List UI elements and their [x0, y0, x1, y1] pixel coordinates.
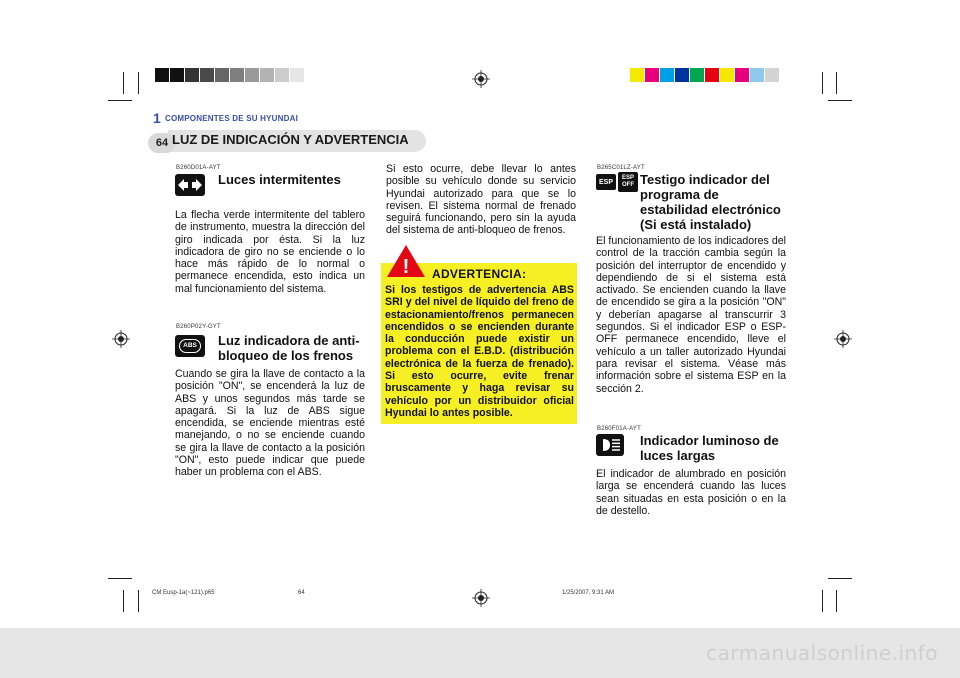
high-beam-icon: [596, 434, 624, 456]
page-number-badge: 64: [148, 133, 176, 153]
color-swatch: [675, 68, 689, 82]
ref-code: B260D01A-AYT: [176, 165, 221, 171]
abs-title: Luz indicadora de anti-bloqueo de los frenos: [218, 333, 360, 363]
color-swatch: [705, 68, 719, 82]
esp-off-icon: ESP OFF: [618, 172, 638, 192]
section-title: LUZ DE INDICACIÓN Y ADVERTENCIA: [172, 132, 409, 147]
ref-code: B260P02Y-GYT: [176, 324, 221, 330]
color-swatch: [170, 68, 184, 82]
high-beam-title: Indicador luminoso de luces largas: [640, 433, 779, 463]
footer-date: 1/25/2007, 9:31 AM: [562, 590, 615, 596]
color-swatch: [230, 68, 244, 82]
turn-signal-title: Luces intermitentes: [218, 172, 341, 187]
footer-page: 64: [298, 590, 305, 596]
color-swatch: [735, 68, 749, 82]
turn-signal-arrows-icon: [175, 174, 205, 196]
color-swatch: [765, 68, 779, 82]
turn-signal-text: La flecha verde intermitente del tablero de instrumento, muestra la dirección del giro indicada por ésta. Si la luz indicadora de giro no se enciende o lo hace más rápido de lo normal o permanece encendida, esto indica un mal funcionamiento del sistema.: [175, 209, 365, 295]
registration-mark-icon: [834, 330, 852, 348]
ref-code: B260F01A-AYT: [597, 426, 641, 432]
registration-mark-icon: [472, 589, 490, 607]
high-beam-text: El indicador de alumbrado en posición larga se encenderá cuando las luces sean situadas en esta posición o en la de destello.: [596, 468, 786, 517]
color-swatch: [750, 68, 764, 82]
abs-icon: ABS: [175, 335, 205, 357]
esp-icon: ESP: [596, 174, 616, 190]
chapter-title: COMPONENTES DE SU HYUNDAI: [165, 114, 299, 123]
warning-triangle-icon: [386, 244, 426, 278]
color-swatch: [215, 68, 229, 82]
color-colorbar: [630, 68, 780, 82]
warning-title: ADVERTENCIA:: [432, 267, 527, 281]
ref-code: B265C01LZ-AYT: [597, 165, 645, 171]
warning-text: Si los testigos de advertencia ABS SRI y del nivel de líquido del freno de estacionamiento/frenos permanecen encendidos o se encienden durante la conducción puede existir un problema con el E.B.D. (distribución electrónica de la fuerza de frenado). Si esto ocurre, evite frenar bruscamente y haga revisar su vehículo por un distribuidor oficial Hyundai lo antes posible.: [385, 284, 574, 419]
registration-mark-icon: [112, 330, 130, 348]
color-swatch: [690, 68, 704, 82]
footer-file: CM Eusp-1a(~121).p65: [152, 590, 215, 596]
abs-text: Cuando se gira la llave de contacto a la posición "ON", se encenderá la luz de ABS y unos segundos más tarde se apagará. Si la luz de ABS sigue encendida, se enciende mientras esté manejando, o no se enciende cuando se gira la llave de contacto a la posición "ON", esto puede indicar que puede haber un problema con el ABS.: [175, 368, 365, 479]
color-swatch: [630, 68, 644, 82]
color-swatch: [245, 68, 259, 82]
color-swatch: [645, 68, 659, 82]
color-swatch: [290, 68, 304, 82]
registration-mark-icon: [472, 70, 490, 88]
color-swatch: [260, 68, 274, 82]
esp-title: Testigo indicador del programa de estabilidad electrónico (Si está instalado): [640, 172, 781, 232]
abs-continued-text: Si esto ocurre, debe llevar lo antes posible su vehículo donde su servicio Hyundai autorizado para que se lo revisen. El sistema normal de frenado seguirá funcionando, pero sin la ayuda del sistema de anti-bloqueo de frenos.: [386, 163, 576, 237]
esp-text: El funcionamiento de los indicadores del control de la tracción cambia según la posición del interruptor de encendido y dependiendo de si el sistema está activado. Se encienden cuando la llave de encendido se gira a la posición "ON" y deberían apagarse al transcurrir 3 segundos. Si el indicador ESP o ESP-OFF permanece encendido, lleve el vehículo a un taller autorizado Hyundai para revisar el sistema. Véase más información sobre el sistema ESP en la sección 2.: [596, 235, 786, 395]
color-swatch: [275, 68, 289, 82]
color-swatch: [155, 68, 169, 82]
color-swatch: [200, 68, 214, 82]
color-swatch: [185, 68, 199, 82]
color-swatch: [660, 68, 674, 82]
grayscale-colorbar: [155, 68, 305, 82]
color-swatch: [720, 68, 734, 82]
svg-text:!: !: [402, 256, 410, 278]
watermark: carmanualsonline.info: [706, 641, 938, 665]
chapter-number: 1: [153, 110, 161, 126]
